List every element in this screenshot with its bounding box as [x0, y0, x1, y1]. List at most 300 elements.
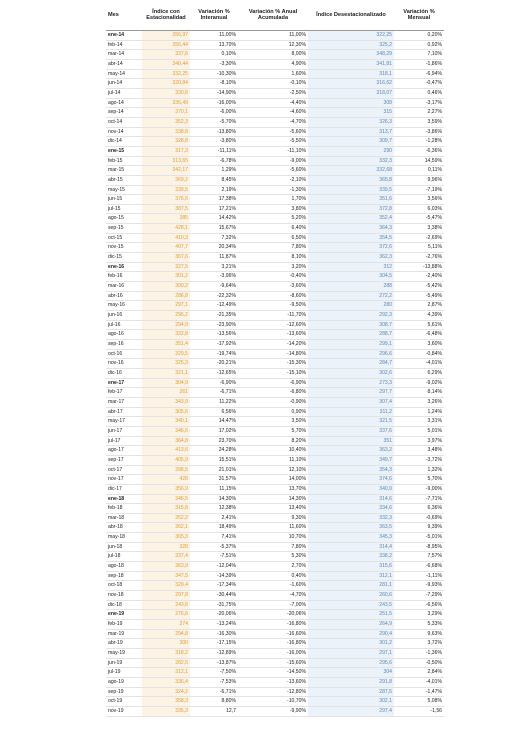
cell-variacion-interanual: 1,29% [190, 166, 238, 176]
cell-mes: nov-15 [106, 243, 142, 253]
cell-variacion-anual-acumulada: -4,40% [238, 98, 308, 108]
table-row [106, 175, 444, 185]
cell-indice-estacionalidad: 342,17 [142, 166, 190, 176]
cell-variacion-interanual: 2,19% [190, 185, 238, 195]
cell-variacion-anual-acumulada: 11,10% [238, 455, 308, 465]
cell-indice-desestacionalizado: 297,1 [308, 649, 394, 659]
table-row [106, 629, 444, 639]
cell-variacion-anual-acumulada: 3,80% [238, 204, 308, 214]
cell-indice-desestacionalizado: 308,7 [308, 320, 394, 330]
cell-indice-estacionalidad: 324,2 [142, 687, 190, 697]
cell-variacion-interanual: 7,41% [190, 533, 238, 543]
cell-indice-estacionalidad: 346,5 [142, 494, 190, 504]
cell-indice-estacionalidad: 385 [142, 214, 190, 224]
cell-indice-estacionalidad: 296,2 [142, 311, 190, 321]
cell-indice-estacionalidad: 294,9 [142, 320, 190, 330]
table-row [106, 31, 444, 41]
cell-indice-estacionalidad: 274 [142, 620, 190, 630]
cell-indice-desestacionalizado: 362,3 [308, 253, 394, 263]
cell-indice-estacionalidad: 376,6 [142, 195, 190, 205]
cell-mes: ago-15 [106, 214, 142, 224]
cell-variacion-interanual: -10,30% [190, 69, 238, 79]
cell-variacion-mensual: 7,57% [394, 552, 444, 562]
data-table-container [106, 0, 444, 717]
cell-variacion-mensual: 3,31% [394, 417, 444, 427]
cell-indice-desestacionalizado: 326,3 [308, 117, 394, 127]
cell-variacion-mensual: -6,48% [394, 330, 444, 340]
cell-variacion-interanual: -13,24% [190, 620, 238, 630]
cell-variacion-anual-acumulada: -5,60% [238, 127, 308, 137]
cell-indice-estacionalidad: 413,6 [142, 446, 190, 456]
table-row [106, 397, 444, 407]
cell-variacion-interanual: -5,37% [190, 542, 238, 552]
table-row [106, 417, 444, 427]
cell-variacion-interanual: 11,15% [190, 484, 238, 494]
cell-variacion-interanual: 14,42% [190, 214, 238, 224]
cell-variacion-mensual: -5,47% [394, 214, 444, 224]
cell-mes: feb-17 [106, 388, 142, 398]
cell-variacion-anual-acumulada: 10,70% [238, 533, 308, 543]
cell-indice-estacionalidad: 294,8 [142, 629, 190, 639]
table-row [106, 504, 444, 514]
cell-mes: ago-14 [106, 98, 142, 108]
cell-indice-desestacionalizado: 311,2 [308, 407, 394, 417]
cell-indice-estacionalidad: 352,2 [142, 513, 190, 523]
cell-variacion-anual-acumulada: -14,20% [238, 340, 308, 350]
cell-variacion-anual-acumulada: 7,80% [238, 243, 308, 253]
header-indice-desestacionalizado: Índice Desestacionalizado [308, 0, 394, 31]
cell-indice-desestacionalizado: 351,6 [308, 195, 394, 205]
cell-indice-estacionalidad: 387,5 [142, 204, 190, 214]
table-row [106, 610, 444, 620]
cell-indice-estacionalidad: 356,44 [142, 40, 190, 50]
cell-variacion-anual-acumulada: 3,50% [238, 417, 308, 427]
cell-indice-desestacionalizado: 243,5 [308, 600, 394, 610]
cell-variacion-mensual: 5,61% [394, 320, 444, 330]
cell-mes: feb-15 [106, 156, 142, 166]
cell-mes: ago-19 [106, 677, 142, 687]
cell-indice-estacionalidad: 329,4 [142, 581, 190, 591]
table-row [106, 542, 444, 552]
cell-variacion-mensual: -3,17% [394, 98, 444, 108]
cell-variacion-interanual: -3,30% [190, 59, 238, 69]
header-variacion-mensual: Variación % Mensual [394, 0, 444, 31]
cell-indice-desestacionalizado: 316,62 [308, 79, 394, 89]
cell-indice-estacionalidad: 327,5 [142, 262, 190, 272]
cell-variacion-interanual: -14,39% [190, 571, 238, 581]
cell-indice-desestacionalizado: 296,6 [308, 349, 394, 359]
table-row [106, 706, 444, 716]
cell-variacion-anual-acumulada: -15,30% [238, 359, 308, 369]
cell-variacion-interanual: 11,00% [190, 31, 238, 41]
cell-mes: ene-18 [106, 494, 142, 504]
cell-indice-desestacionalizado: 314,6 [308, 494, 394, 504]
cell-mes: ene-16 [106, 262, 142, 272]
cell-variacion-anual-acumulada: -16,80% [238, 639, 308, 649]
cell-mes: feb-19 [106, 620, 142, 630]
cell-indice-desestacionalizado: 315,6 [308, 562, 394, 572]
table-row [106, 50, 444, 60]
cell-indice-desestacionalizado: 292,3 [308, 311, 394, 321]
cell-variacion-anual-acumulada: -3,60% [238, 282, 308, 292]
cell-variacion-anual-acumulada: 1,60% [238, 69, 308, 79]
cell-indice-desestacionalizado: 315 [308, 108, 394, 118]
table-row [106, 224, 444, 234]
cell-variacion-mensual: 1,32% [394, 465, 444, 475]
cell-mes: abr-19 [106, 639, 142, 649]
cell-indice-desestacionalizado: 313,7 [308, 127, 394, 137]
cell-variacion-anual-acumulada: -16,80% [238, 620, 308, 630]
cell-mes: ago-17 [106, 446, 142, 456]
cell-indice-estacionalidad: 330,6 [142, 88, 190, 98]
cell-indice-estacionalidad: 300 [142, 639, 190, 649]
cell-mes: ene-15 [106, 146, 142, 156]
cell-variacion-interanual: -11,11% [190, 146, 238, 156]
cell-variacion-interanual: -3,80% [190, 137, 238, 147]
cell-variacion-interanual: -17,92% [190, 340, 238, 350]
header-variacion-anual-acumulada: Variación % Anual Acumulada [238, 0, 308, 31]
cell-variacion-mensual: 3,48% [394, 446, 444, 456]
cell-indice-desestacionalizado: 291,8 [308, 677, 394, 687]
cell-variacion-mensual: 2,27% [394, 108, 444, 118]
cell-mes: abr-14 [106, 59, 142, 69]
table-row [106, 368, 444, 378]
cell-variacion-anual-acumulada: 14,30% [238, 494, 308, 504]
cell-variacion-interanual: 14,30% [190, 494, 238, 504]
cell-indice-desestacionalizado: 374,6 [308, 475, 394, 485]
cell-mes: may-15 [106, 185, 142, 195]
header-indice-estacionalidad: Índice con Estacionalidad [142, 0, 190, 31]
cell-mes: ago-16 [106, 330, 142, 340]
cell-variacion-interanual: -13,80% [190, 127, 238, 137]
cell-mes: nov-14 [106, 127, 142, 137]
table-row [106, 484, 444, 494]
cell-variacion-anual-acumulada: -10,70% [238, 697, 308, 707]
cell-variacion-mensual: -7,29% [394, 591, 444, 601]
cell-indice-estacionalidad: 328,8 [142, 137, 190, 147]
table-row [106, 204, 444, 214]
cell-indice-estacionalidad: 286,8 [142, 291, 190, 301]
cell-indice-estacionalidad: 428,1 [142, 224, 190, 234]
cell-mes: may-19 [106, 649, 142, 659]
cell-indice-desestacionalizado: 354,5 [308, 233, 394, 243]
cell-variacion-anual-acumulada: -0,90% [238, 397, 308, 407]
cell-indice-desestacionalizado: 339,5 [308, 185, 394, 195]
cell-indice-desestacionalizado: 314,4 [308, 542, 394, 552]
cell-mes: sep-16 [106, 340, 142, 350]
cell-variacion-mensual: -0,50% [394, 658, 444, 668]
cell-indice-estacionalidad: 365,3 [142, 533, 190, 543]
cell-mes: mar-17 [106, 397, 142, 407]
cell-indice-estacionalidad: 301,2 [142, 272, 190, 282]
table-row [106, 697, 444, 707]
cell-variacion-mensual: 7,10% [394, 50, 444, 60]
cell-mes: nov-19 [106, 706, 142, 716]
cell-variacion-mensual: -9,93% [394, 581, 444, 591]
cell-indice-desestacionalizado: 312 [308, 262, 394, 272]
cell-variacion-anual-acumulada: 10,40% [238, 446, 308, 456]
cell-variacion-interanual: 15,51% [190, 455, 238, 465]
cell-indice-desestacionalizado: 325,2 [308, 40, 394, 50]
cell-variacion-anual-acumulada: -4,60% [238, 108, 308, 118]
cell-variacion-mensual: -5,42% [394, 282, 444, 292]
cell-variacion-anual-acumulada: -11,10% [238, 146, 308, 156]
cell-indice-estacionalidad: 312,1 [142, 668, 190, 678]
cell-indice-estacionalidad: 367,6 [142, 253, 190, 263]
cell-variacion-mensual: 6,03% [394, 204, 444, 214]
cell-variacion-anual-acumulada: 3,20% [238, 262, 308, 272]
table-row [106, 282, 444, 292]
cell-indice-desestacionalizado: 290 [308, 146, 394, 156]
cell-variacion-mensual: 9,96% [394, 175, 444, 185]
cell-indice-desestacionalizado: 351 [308, 436, 394, 446]
cell-indice-estacionalidad: 282,5 [142, 658, 190, 668]
table-row [106, 649, 444, 659]
cell-variacion-mensual: -1,36% [394, 649, 444, 659]
table-row [106, 523, 444, 533]
cell-indice-desestacionalizado: 363,2 [308, 446, 394, 456]
table-row [106, 79, 444, 89]
cell-variacion-anual-acumulada: -0,10% [238, 79, 308, 89]
cell-indice-estacionalidad: 356,97 [142, 31, 190, 41]
cell-variacion-mensual: 8,14% [394, 388, 444, 398]
cell-indice-desestacionalizado: 318,07 [308, 88, 394, 98]
cell-mes: sep-14 [106, 108, 142, 118]
cell-indice-desestacionalizado: 304 [308, 668, 394, 678]
cell-indice-desestacionalizado: 281,1 [308, 581, 394, 591]
table-row [106, 233, 444, 243]
cell-variacion-interanual: -19,74% [190, 349, 238, 359]
cell-mes: nov-17 [106, 475, 142, 485]
cell-variacion-mensual: -5,01% [394, 533, 444, 543]
cell-variacion-anual-acumulada: -8,60% [238, 291, 308, 301]
cell-indice-estacionalidad: 336,49 [142, 98, 190, 108]
cell-variacion-interanual: -12,89% [190, 649, 238, 659]
cell-variacion-mensual: -4,01% [394, 677, 444, 687]
table-row [106, 359, 444, 369]
cell-indice-estacionalidad: 328 [142, 542, 190, 552]
table-row [106, 214, 444, 224]
cell-indice-estacionalidad: 332,8 [142, 330, 190, 340]
cell-mes: mar-16 [106, 282, 142, 292]
cell-variacion-anual-acumulada: -13,60% [238, 677, 308, 687]
cell-variacion-mensual: 3,29% [394, 610, 444, 620]
cell-variacion-interanual: 11,22% [190, 397, 238, 407]
cell-variacion-mensual: 0,92% [394, 40, 444, 50]
cell-indice-estacionalidad: 321,1 [142, 368, 190, 378]
cell-mes: abr-17 [106, 407, 142, 417]
cell-variacion-mensual: 0,11% [394, 166, 444, 176]
cell-variacion-mensual: -9,00% [394, 484, 444, 494]
cell-indice-estacionalidad: 337,6 [142, 50, 190, 60]
cell-variacion-anual-acumulada: 8,20% [238, 436, 308, 446]
cell-variacion-mensual: 5,33% [394, 620, 444, 630]
cell-variacion-anual-acumulada: -2,50% [238, 88, 308, 98]
cell-indice-desestacionalizado: 272,2 [308, 291, 394, 301]
cell-variacion-interanual: -21,35% [190, 311, 238, 321]
cell-indice-estacionalidad: 337,4 [142, 552, 190, 562]
cell-indice-estacionalidad: 352,3 [142, 117, 190, 127]
cell-variacion-mensual: -7,71% [394, 494, 444, 504]
table-row [106, 446, 444, 456]
table-row [106, 243, 444, 253]
cell-variacion-interanual: 20,34% [190, 243, 238, 253]
table-row [106, 658, 444, 668]
cell-indice-desestacionalizado: 251,5 [308, 610, 394, 620]
table-row [106, 436, 444, 446]
cell-variacion-anual-acumulada: -12,60% [238, 320, 308, 330]
cell-variacion-anual-acumulada: 5,30% [238, 552, 308, 562]
cell-variacion-mensual: 3,59% [394, 117, 444, 127]
cell-indice-desestacionalizado: 299,1 [308, 340, 394, 350]
cell-mes: dic-15 [106, 253, 142, 263]
cell-variacion-anual-acumulada: 6,50% [238, 233, 308, 243]
cell-variacion-interanual: 11,87% [190, 253, 238, 263]
cell-variacion-interanual: 8,45% [190, 175, 238, 185]
cell-variacion-interanual: 8,80% [190, 697, 238, 707]
cell-variacion-interanual: -16,00% [190, 98, 238, 108]
table-row [106, 639, 444, 649]
cell-indice-estacionalidad: 347,5 [142, 571, 190, 581]
cell-indice-estacionalidad: 305,6 [142, 407, 190, 417]
cell-indice-desestacionalizado: 345,3 [308, 533, 394, 543]
cell-variacion-interanual: -9,64% [190, 282, 238, 292]
cell-variacion-mensual: 3,56% [394, 195, 444, 205]
cell-variacion-mensual: -6,68% [394, 562, 444, 572]
table-row [106, 600, 444, 610]
cell-variacion-interanual: 12,38% [190, 504, 238, 514]
cell-variacion-mensual: 5,11% [394, 243, 444, 253]
table-row [106, 272, 444, 282]
cell-mes: jun-16 [106, 311, 142, 321]
table-row [106, 117, 444, 127]
cell-variacion-interanual: -20,21% [190, 359, 238, 369]
cell-indice-estacionalidad: 351,4 [142, 340, 190, 350]
cell-indice-estacionalidad: 309,2 [142, 282, 190, 292]
cell-indice-desestacionalizado: 372,6 [308, 243, 394, 253]
cell-indice-desestacionalizado: 340,9 [308, 484, 394, 494]
cell-variacion-mensual: -6,56% [394, 600, 444, 610]
cell-indice-desestacionalizado: 280 [308, 301, 394, 311]
table-row [106, 166, 444, 176]
cell-variacion-mensual: 3,26% [394, 397, 444, 407]
table-row [106, 407, 444, 417]
cell-mes: may-16 [106, 301, 142, 311]
table-row [106, 146, 444, 156]
table-row [106, 330, 444, 340]
table-row [106, 156, 444, 166]
cell-variacion-interanual: 15,67% [190, 224, 238, 234]
table-row [106, 687, 444, 697]
cell-indice-desestacionalizado: 287,5 [308, 687, 394, 697]
cell-variacion-mensual: 4,39% [394, 311, 444, 321]
cell-indice-estacionalidad: 297,8 [142, 591, 190, 601]
table-row [106, 668, 444, 678]
table-row [106, 137, 444, 147]
cell-indice-desestacionalizado: 318,1 [308, 69, 394, 79]
table-row [106, 513, 444, 523]
cell-variacion-anual-acumulada: -4,70% [238, 591, 308, 601]
cell-variacion-anual-acumulada: -15,10% [238, 368, 308, 378]
cell-mes: nov-16 [106, 359, 142, 369]
cell-indice-desestacionalizado: 307,4 [308, 397, 394, 407]
cell-mes: mar-15 [106, 166, 142, 176]
cell-indice-desestacionalizado: 304,5 [308, 272, 394, 282]
cell-variacion-interanual: -7,50% [190, 668, 238, 678]
cell-variacion-interanual: 3,21% [190, 262, 238, 272]
table-row [106, 581, 444, 591]
cell-variacion-interanual: -12,49% [190, 301, 238, 311]
cell-variacion-anual-acumulada: -12,80% [238, 687, 308, 697]
cell-variacion-mensual: 9,39% [394, 523, 444, 533]
cell-variacion-mensual: -0,84% [394, 349, 444, 359]
cell-mes: dic-17 [106, 484, 142, 494]
cell-mes: may-18 [106, 533, 142, 543]
cell-indice-desestacionalizado: 297,4 [308, 706, 394, 716]
cell-indice-estacionalidad: 297,1 [142, 301, 190, 311]
cell-mes: may-14 [106, 69, 142, 79]
cell-indice-desestacionalizado: 288,7 [308, 330, 394, 340]
cell-mes: oct-19 [106, 697, 142, 707]
cell-variacion-anual-acumulada: 11,00% [238, 31, 308, 41]
table-row [106, 253, 444, 263]
cell-variacion-mensual: 3,97% [394, 436, 444, 446]
cell-mes: jun-18 [106, 542, 142, 552]
cell-variacion-mensual: 0,46% [394, 88, 444, 98]
cell-indice-desestacionalizado: 273,3 [308, 378, 394, 388]
cell-variacion-anual-acumulada: -6,80% [238, 388, 308, 398]
cell-variacion-mensual: -8,95% [394, 542, 444, 552]
table-row [106, 533, 444, 543]
cell-variacion-interanual: -6,00% [190, 108, 238, 118]
cell-indice-estacionalidad: 317,3 [142, 146, 190, 156]
cell-variacion-interanual: -22,32% [190, 291, 238, 301]
cell-variacion-anual-acumulada: 1,70% [238, 195, 308, 205]
table-row [106, 108, 444, 118]
cell-indice-estacionalidad: 339,5 [142, 185, 190, 195]
cell-variacion-anual-acumulada: -0,40% [238, 272, 308, 282]
cell-variacion-interanual: 0,10% [190, 50, 238, 60]
cell-variacion-interanual: 31,57% [190, 475, 238, 485]
cell-variacion-anual-acumulada: -6,90% [238, 378, 308, 388]
cell-mes: oct-17 [106, 465, 142, 475]
cell-indice-estacionalidad: 407,7 [142, 243, 190, 253]
cell-variacion-mensual: 3,72% [394, 639, 444, 649]
header-variacion-interanual: Variación % Interanual [190, 0, 238, 31]
cell-indice-estacionalidad: 335,3 [142, 706, 190, 716]
header-row [106, 0, 444, 31]
cell-variacion-interanual: -16,30% [190, 629, 238, 639]
cell-indice-estacionalidad: 363,9 [142, 562, 190, 572]
cell-variacion-anual-acumulada: 9,30% [238, 513, 308, 523]
cell-mes: oct-18 [106, 581, 142, 591]
cell-indice-estacionalidad: 329,5 [142, 349, 190, 359]
cell-mes: jun-15 [106, 195, 142, 205]
cell-variacion-interanual: -14,90% [190, 88, 238, 98]
table-row [106, 185, 444, 195]
cell-indice-desestacionalizado: 372,8 [308, 204, 394, 214]
cell-variacion-mensual: -3,72% [394, 455, 444, 465]
cell-variacion-anual-acumulada: 2,70% [238, 562, 308, 572]
cell-indice-desestacionalizado: 309,7 [308, 137, 394, 147]
cell-variacion-interanual: 24,28% [190, 446, 238, 456]
cell-indice-estacionalidad: 369,2 [142, 175, 190, 185]
cell-mes: sep-19 [106, 687, 142, 697]
table-row [106, 677, 444, 687]
cell-variacion-anual-acumulada: -7,00% [238, 600, 308, 610]
cell-mes: jun-14 [106, 79, 142, 89]
cell-variacion-anual-acumulada: -11,70% [238, 311, 308, 321]
